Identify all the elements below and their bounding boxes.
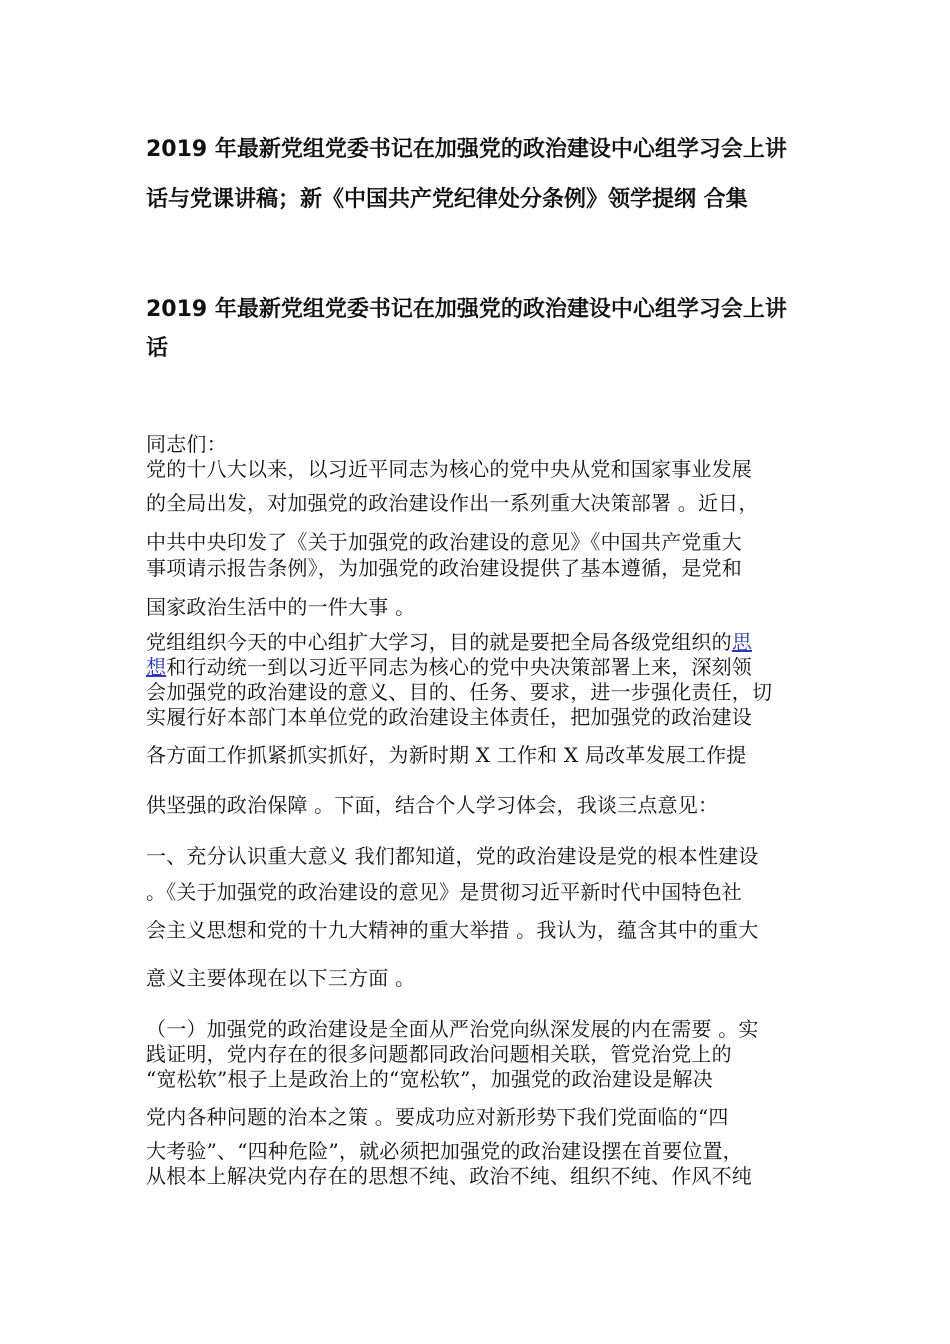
main-title-line-2: 话与党课讲稿；新《中国共产党纪律处分条例》领学提纲 合集 (146, 187, 748, 212)
paragraph-2-line: 供坚强的政治保障 。下面，结合个人学习体会，我谈三点意见： (146, 793, 719, 817)
paragraph-2-line (146, 630, 816, 654)
paragraph-1-line: 的全局出发，对加强党的政治建设作出一系列重大决策部署 。近日， (146, 491, 759, 515)
paragraph-4-line: 践证明，党内存在的很多问题都同政治问题相关联，管党治党上的 (146, 1042, 732, 1066)
paragraph-2-text: 和行动统一到以习近平同志为核心的党中央决策部署上来，深刻领 (166, 655, 753, 679)
main-title-line-1: 2019 年最新党组党委书记在加强党的政治建设中心组学习会上讲 (146, 137, 787, 162)
paragraph-2-line (146, 655, 816, 679)
paragraph-4-line: 大考验”、“四种危险”，就必须把加强党的政治建设摆在首要位置， (146, 1139, 743, 1163)
paragraph-2-line: 各方面工作抓紧抓实抓好，为新时期 X 工作和 X 局改革发展工作提 (146, 743, 747, 767)
paragraph-2-line: 实履行好本部门本单位党的政治建设主体责任，把加强党的政治建设 (146, 705, 752, 729)
section-title-line-1: 2019 年最新党组党委书记在加强党的政治建设中心组学习会上讲 (146, 297, 787, 322)
paragraph-1-line: 党的十八大以来，以习近平同志为核心的党中央从党和国家事业发展 (146, 457, 752, 481)
paragraph-3-line: 一、充分认识重大意义 我们都知道，党的政治建设是党的根本性建设 (146, 844, 759, 868)
paragraph-3-line: 会主义思想和党的十九大精神的重大举措 。我认为，蕴含其中的重大 (146, 918, 759, 942)
thought-link[interactable]: 想 (146, 655, 167, 679)
paragraph-4-line: （一）加强党的政治建设是全面从严治党向纵深发展的内在需要 。实 (146, 1017, 759, 1041)
paragraph-4-line: 党内各种问题的治本之策 。要成功应对新形势下我们党面临的“四 (146, 1105, 729, 1129)
section-title-line-2: 话 (146, 336, 169, 361)
greeting: 同志们： (146, 432, 227, 456)
paragraph-4-line: “宽松软”根子上是政治上的“宽松软”，加强党的政治建设是解决 (146, 1067, 713, 1091)
paragraph-1-line: 事项请示报告条例》，为加强党的政治建设提供了基本遵循，是党和 (146, 556, 742, 580)
paragraph-2-line: 会加强党的政治建设的意义、目的、任务、要求，进一步强化责任，切 (146, 680, 773, 704)
paragraph-4-line: 从根本上解决党内存在的思想不纯、政治不纯、组织不纯、作风不纯 (146, 1164, 752, 1188)
paragraph-3-line: 意义主要体现在以下三方面 。 (146, 966, 416, 990)
paragraph-1-line: 中共中央印发了《关于加强党的政治建设的意见》《中国共产党重大 (146, 530, 742, 554)
paragraph-1-line: 国家政治生活中的一件大事 。 (146, 595, 416, 619)
paragraph-3-line: 。《关于加强党的政治建设的意见》是贯彻习近平新时代中国特色社 (146, 880, 742, 904)
thought-link[interactable]: 思 (731, 630, 753, 654)
paragraph-2-text: 党组组织今天的中心组扩大学习，目的就是要把全局各级党组织的 (146, 630, 732, 654)
